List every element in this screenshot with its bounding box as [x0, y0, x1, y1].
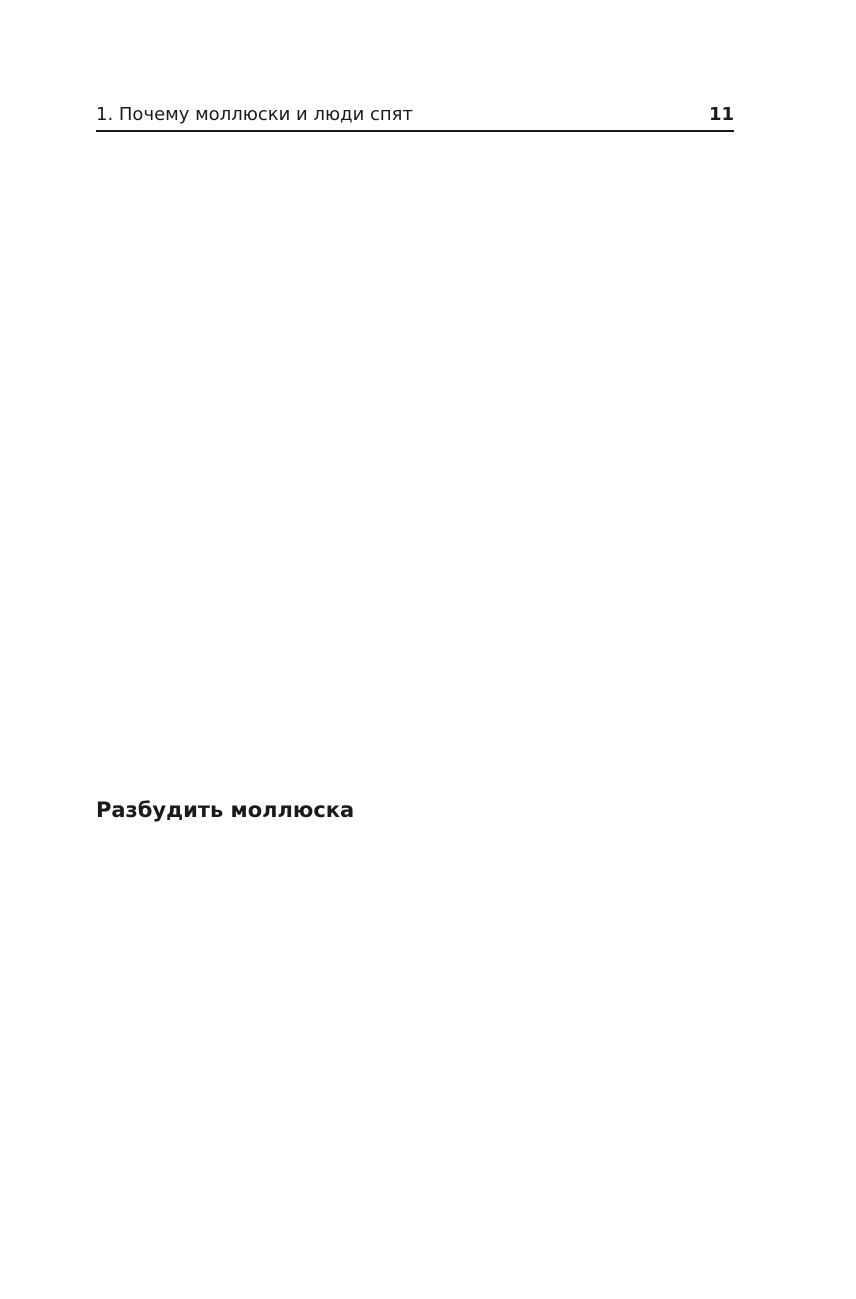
text-line [96, 1118, 734, 1150]
text-line [96, 460, 734, 492]
running-head [96, 100, 734, 132]
text-line [96, 364, 734, 396]
text-line [96, 620, 734, 652]
text-line [96, 716, 734, 748]
text-line [96, 396, 734, 428]
text-line [96, 958, 734, 990]
text-line [96, 652, 734, 684]
paragraph-1 [96, 140, 734, 588]
text-line [96, 204, 734, 236]
text-line [96, 428, 734, 460]
text-line [96, 748, 734, 780]
text-line [96, 268, 734, 300]
text-line [96, 1022, 734, 1054]
page-number: 11 [708, 104, 734, 125]
text-line [96, 862, 734, 894]
text-line [96, 332, 734, 364]
subheading: Разбудить моллюска [96, 798, 355, 822]
section-title: 1. Почему моллюски и люди спят [96, 104, 413, 125]
text-line [96, 588, 734, 620]
text-line [96, 1054, 734, 1086]
paragraph-2 [96, 588, 734, 780]
body-text [96, 140, 734, 1150]
text-line [96, 172, 734, 204]
text-line [96, 830, 734, 862]
text-line [96, 140, 734, 172]
text-line [96, 236, 734, 268]
text-line [96, 1086, 734, 1118]
text-line [96, 556, 734, 588]
text-line [96, 524, 734, 556]
text-line [96, 492, 734, 524]
text-line [96, 300, 734, 332]
text-line [96, 990, 734, 1022]
paragraph-4 [96, 894, 734, 1150]
text-line [96, 894, 734, 926]
paragraph-3 [96, 830, 734, 894]
text-line [96, 684, 734, 716]
text-line [96, 926, 734, 958]
